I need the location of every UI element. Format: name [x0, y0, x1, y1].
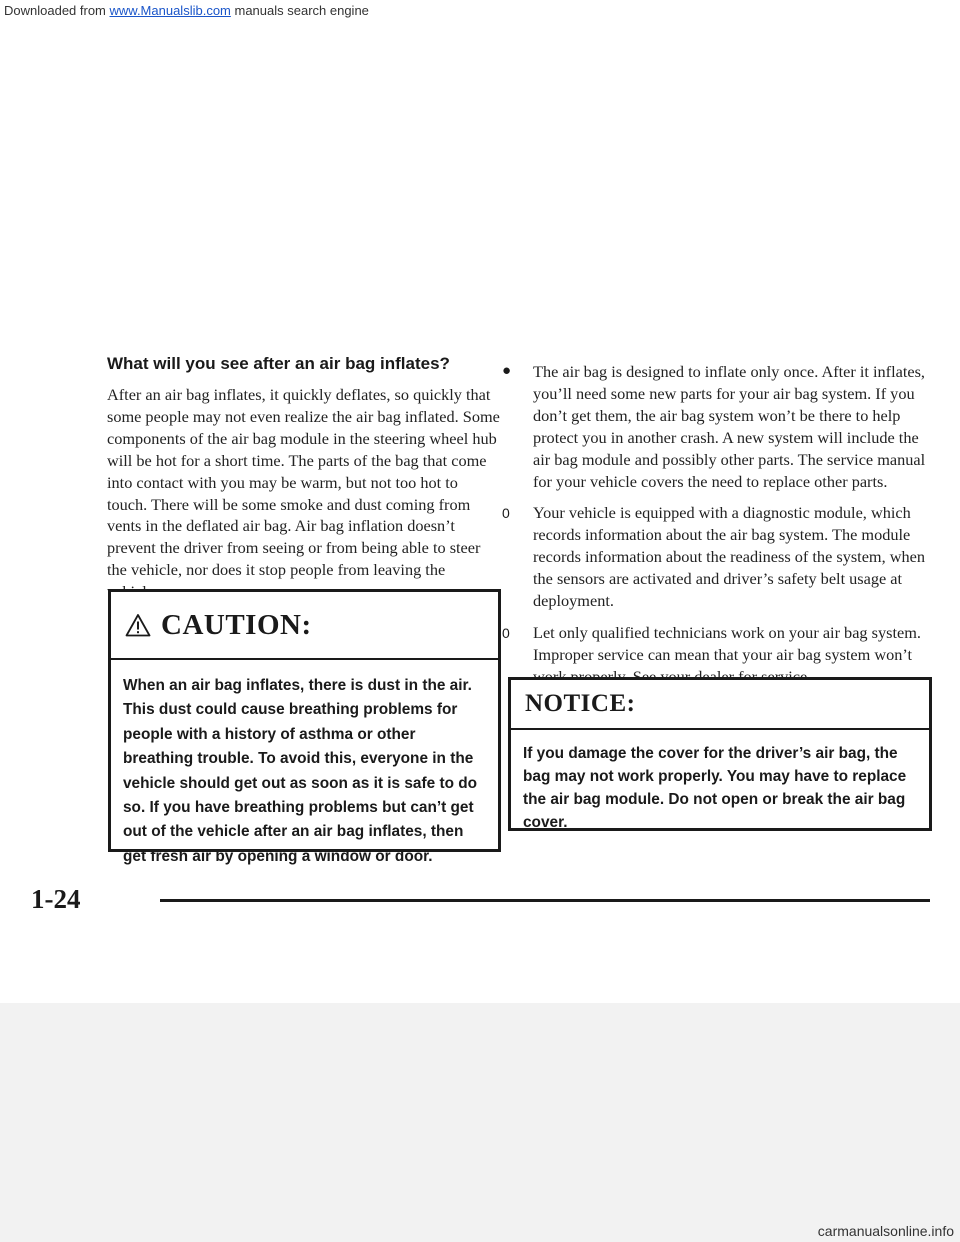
bullet-marker: 0 — [502, 624, 510, 641]
caution-body: When an air bag inflates, there is dust in the air. This dust could cause breathing problems for people with a history of asthma or other breathing trouble. To avoid this, everyone in the vehicle should get out as soon as it is safe to do so. If you have breathing problems but can’t get out of the vehicle after an air bag inflates, then get fresh air by opening a window or door. — [123, 677, 478, 865]
list-item-text: Let only qualified technicians work on your air bag system. Improper service can mean that your air bag system won’t — [533, 622, 921, 664]
section-heading: What will you see after an air bag inflates? — [107, 354, 450, 373]
air-bag-facts-list — [502, 361, 932, 688]
lower-background-band — [0, 1003, 960, 1242]
caution-header — [111, 592, 498, 660]
caution-title: CAUTION: — [161, 608, 312, 641]
left-column — [107, 354, 500, 603]
list-item — [502, 502, 932, 612]
caution-box — [108, 589, 501, 865]
manualslib-link[interactable]: www.Manualslib.com — [109, 3, 231, 18]
page-number: 1-24 — [31, 884, 81, 914]
warning-triangle-icon — [125, 613, 151, 637]
download-prefix: Downloaded from — [4, 3, 110, 18]
download-suffix: manuals search engine — [230, 3, 369, 18]
notice-header — [511, 680, 929, 730]
right-column — [502, 361, 932, 698]
list-item — [502, 361, 932, 492]
notice-box — [508, 677, 932, 831]
air-bag-inflation-paragraph: After an air bag inflates, it quickly deflates, so quickly that some people may not even realize the air bag inflated. Some components of the air bag module in the steering wheel hub will be hot for a short time. The parts of the bag that come into contact with you may be warm, but not too hot to touch. There will be some smoke and dust coming from vents in the deflated air bag. Air bag inflation doesn’t prevent the driver from seeing or from being able to steer the vehicle, nor does it stop people from leaving the — [107, 385, 500, 580]
notice-title: NOTICE: — [525, 690, 636, 717]
footer-rule — [160, 899, 930, 902]
list-item-text: Your vehicle is equipped with a diagnostic module, which records information about the air bag system. The module records information about the readiness of the system, when the sensors are activated and driver’s safety belt usage at deployment. — [533, 503, 925, 611]
notice-body: If you damage the cover for the driver’s air bag, the bag may not work properly. You may have to replace the air bag module. Do not open or break the air bag cover. — [523, 745, 907, 831]
bullet-marker: ● — [502, 362, 512, 379]
list-item-text: The air bag is designed to inflate only once. After it inflates, you’ll need some new parts for your air bag system. If you don’t get them, the air bag system won’t be there to help protect you in another crash. A new system will include the air bag module and possibly other parts. The service manual for your vehicle covers the need to replace other parts. — [533, 362, 926, 491]
watermark: carmanualsonline.info — [817, 1223, 954, 1239]
download-source-bar — [4, 3, 369, 18]
bullet-marker: 0 — [502, 505, 510, 522]
